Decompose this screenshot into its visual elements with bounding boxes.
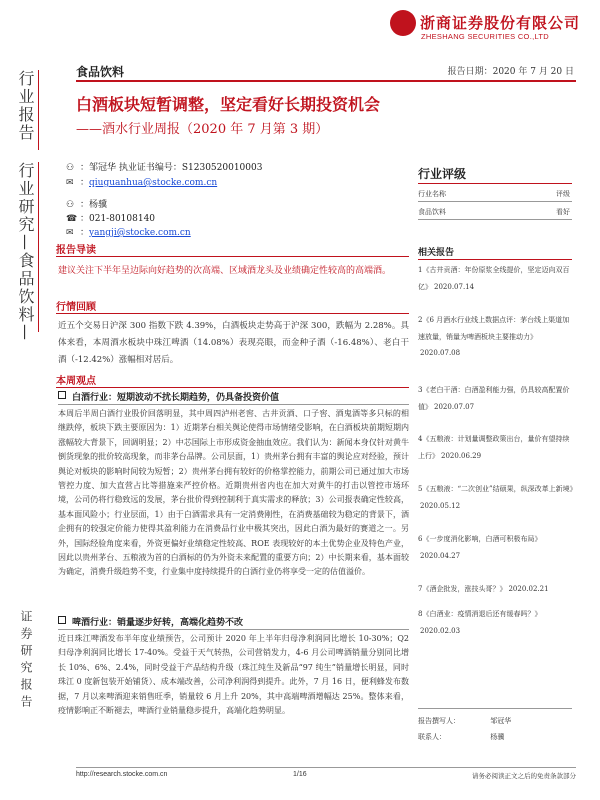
related-title: 相关报告 [418,248,455,258]
reporter-label: 报告撰写人： [418,717,460,725]
guide-divider [56,256,409,257]
review-title: 行情回顾 [56,302,96,313]
related-item-text: 5《五粮液：“二次创业”结硕果，纵深改革上新境》 [418,485,577,493]
rating-row [418,207,572,217]
company-name-cn: 浙商证券股份有限公司 [420,14,581,32]
rating-title: 行业评级 [418,167,467,181]
guide-title: 报告导读 [56,245,96,256]
baijiu-divider [58,404,409,405]
report-subtitle: ——酒水行业周报（2020 年 7 月第 3 期） [76,122,329,137]
related-item[interactable] [418,382,576,415]
baijiu-heading-text: 白酒行业：短期波动不扰长期趋势，仍具备投资价值 [72,393,280,403]
analyst-1-info: ：邹冠华 执业证书编号：S1230520010003 [80,163,263,173]
side-label-bottom: 证券研究报告 [19,610,33,712]
related-item[interactable] [418,262,576,295]
rating-row-divider [418,201,572,202]
analyst-2-phone: ：021-80108140 [80,214,156,224]
checkbox-bullet-icon [58,616,66,624]
review-divider [56,313,409,314]
related-item-text: 8《白酒业：疫情消退后还有缓春吗？》 [418,610,542,618]
related-item-date: 2020.07.08 [420,349,461,357]
related-item-date: 2020.05.12 [420,501,461,510]
beer-divider [58,629,409,630]
related-item[interactable] [418,531,576,564]
related-item-date: 2020.07.07 [434,402,475,411]
related-item-text: 1《古井贡酒：年份原浆全线提价，坚定迈向双百亿》 [418,266,570,291]
footer-url[interactable]: http://research.stocke.com.cn [76,771,168,778]
related-item-date: 2020.02.21 [508,585,549,593]
person-icon: ⚇ [66,163,75,173]
rating-col-rating: 评级 [556,190,570,198]
rating-col-industry: 行业名称 [418,190,446,198]
contact-divider [418,708,572,709]
rating-divider [418,183,572,184]
email-icon: ✉ [66,228,74,238]
reporter-row [418,716,511,726]
company-name-en: ZHESHANG SECURITIES CO.,LTD [421,32,549,41]
analyst-2-email[interactable]: yangji@stocke.com.cn [89,228,191,238]
related-item-date: 2020.02.03 [420,626,461,635]
phone-icon: ☎ [66,214,78,224]
checkbox-bullet-icon [58,391,66,399]
analyst-2-email-row: ✉ ：yangji@stocke.com.cn [66,228,191,238]
related-item-text: 6《一步度消化影响，白酒可积极布局》 [418,535,542,543]
page-number: 1/16 [293,771,307,778]
analyst-2-name: ：杨骥 [80,200,108,210]
related-item-date: 2020.04.27 [420,551,461,560]
company-logo-icon [390,10,416,36]
footer-divider [76,767,576,768]
views-title: 本周观点 [56,376,96,387]
related-item-date: 2020.06.29 [441,451,482,460]
rating-industry: 食品饮料 [418,208,446,216]
analyst-1-email[interactable]: qiuguanhua@stocke.com.cn [89,178,218,188]
analyst-1 [66,160,262,173]
side-divider-top [38,70,39,150]
baijiu-text: 本周后半周白酒行业股价回落明显，其中周四泸州老窖、古井贡酒、口子窖、酒鬼酒等多只标的相继跌停，板块下跌主要原因为：1）近期茅台相关舆论使得市场情绪受影响，在白酒板块前期短期内涨幅较大背景下，回调明显；2）中芯国际上市形成资金抽血效应。我们认为：新闻本身仅针对黄牛倒货现象的批价较高现象，而非茅台品牌。公司层面，1）贵州茅台拥有丰富的舆论应对经验，预计舆论对板块的影响时间较为短暂；2）贵州茅台拥有较好的价格掌控能力，前期公司已通过加大市场管控力度、加大直营占比等措施来严控价格。近期贵州省内也在加大对黄牛的打击以管控市场环境，公司仍将行稳致远的发展，茅台批价得到控制利于真实需求的释放；3）公司报表确定性较高，基本面风险小；行业层面，1）由于白酒需求具有一定消费刚性，在消费基础较为稳定的背景下，酒企拥有的较强定价能力使得其盈利能力在消费品行业中极其突出，因此白酒为最好的赛道之一。另外，国际经验角度来看，外资更偏好业绩稳定性较高、ROE 表现较好的本土优势企业及特色产业，因此以贵州茅台、五粮液为首的白酒标的仍为外资未来配置的重要方向；2）中长期来看，基本面较为确定，消费升级趋势不变，行业集中度持续提升的白酒行业仍将享受一定的估值溢价。 [58,409,409,577]
related-item[interactable] [418,312,576,362]
related-item[interactable] [418,606,576,639]
side-label-report: 行业报告 [16,70,35,142]
industry-label: 食品饮料 [76,65,125,79]
analyst-1-email-row: ✉ ：qiuguanhua@stocke.com.cn [66,178,218,188]
views-divider [56,387,409,388]
related-item[interactable] [418,431,576,464]
baijiu-heading [58,390,279,403]
related-item-text: 7《酒企批发，涨技头哥？》 [418,585,507,593]
contact-row [418,732,504,742]
beer-heading [58,615,243,628]
contact-name: 杨骥 [490,733,505,741]
related-item-text: 3《老白干酒：白酒盈利能力强，仍具较高配置价值》 [418,386,570,411]
report-date: 报告日期：2020 年 7 月 20 日 [447,67,574,77]
related-item-text: 4《五粮液：计划量调整政策出台，量价有望持续上行》 [418,435,570,460]
beer-text: 近日珠江啤酒发布半年度业绩预告，公司预计 2020 年上半年归母净利润同比增长 10-30%；Q2 归母净利润同比增长 17-40%。受益于天气转热，公司营销发力，4-6 月公司啤酒销量分别同比增长 10%、6%、2.4%，同时受益于产品结构升级（珠江纯生及新品“97 纯生”销量增长明显，同时珠江 0 度新包装开始铺货）、成本端改善，公司净利润得到提升。此外，7 月 16 日，便利蜂发布数据，7 月以来啤酒迎来销售旺季，销量较 6 月上升 20%，其中高端啤酒增幅达 25%。整体来看，疫情影响正不断褪去，啤酒行业销量稳步提升，高端化趋势明显。 [58,634,409,716]
header-divider [76,80,576,82]
analyst-2-phone-row [66,211,155,224]
side-label-research: 行业研究—食品饮料— [16,162,35,342]
rating-row-divider [418,219,572,220]
guide-text: 建议关注下半年呈边际向好趋势的次高端、区域酒龙头及业绩确定性较高的高端酒。 [58,266,392,276]
rating-header-row [418,189,572,199]
side-divider-mid [38,162,39,332]
reporter-name: 邹冠华 [490,717,512,725]
related-item-text: 2《6 月酒水行业线上数据点评：茅台线上渠道加速放量，销量为啤酒板块主要推动力》 [418,316,570,341]
beer-heading-text: 啤酒行业：销量逐步好转，高端化趋势不改 [72,618,244,628]
analyst-2 [66,197,107,210]
person-icon: ⚇ [66,200,75,210]
report-title: 白酒板块短暂调整，坚定看好长期投资机会 [76,95,381,114]
related-item[interactable] [418,481,576,514]
rating-value: 看好 [556,208,570,216]
related-item-date: 2020.07.14 [434,282,475,291]
footer-disclaimer: 请务必阅读正文之后的免责条款部分 [472,772,576,780]
email-icon: ✉ [66,178,74,188]
review-text: 近五个交易日沪深 300 指数下跌 4.39%，白酒板块走势高于沪深 300，跌幅为 2.28%。具体来看，本周酒水板块中珠江啤酒（14.08%）表现亮眼，而金种子酒（-16.48%）、老白干酒（-12.42%）涨幅相对居后。 [58,321,409,365]
related-item[interactable] [418,581,576,598]
contact-label: 联系人： [418,733,446,741]
related-divider [418,259,572,260]
